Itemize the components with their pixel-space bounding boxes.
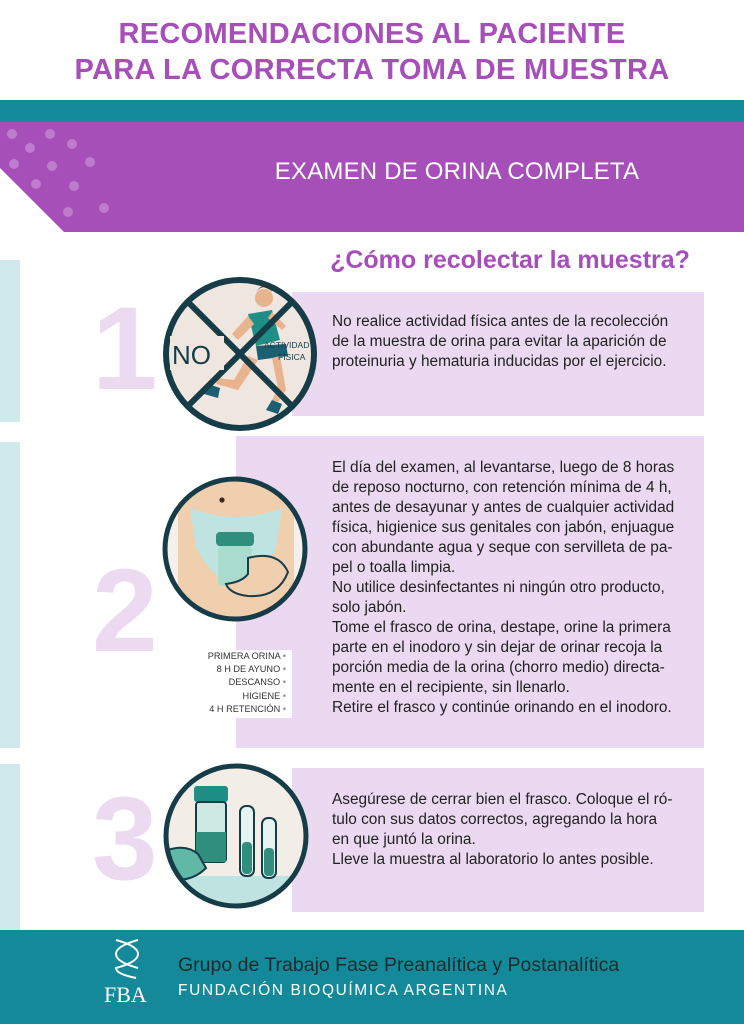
- step-1-line: proteinuria y hematuria inducidas por el ejercicio.: [332, 353, 667, 370]
- step-3-text-box: [292, 768, 704, 912]
- step-2-line: antes de desayunar y antes de cualquier actividad: [332, 499, 675, 516]
- section-subtitle: ¿Cómo recolectar la muestra?: [330, 246, 690, 274]
- page-title-line-1: RECOMENDACIONES AL PACIENTE: [118, 18, 626, 50]
- icon-activity-label-1: ACTIVIDAD: [264, 340, 310, 350]
- step-2-line: con abundante agua y seque con servilleta de pa-: [332, 539, 673, 556]
- fba-helix-icon: [108, 936, 146, 982]
- icon-no-label: NO: [172, 340, 211, 370]
- icon-activity-label-2: FÍSICA: [278, 352, 306, 362]
- step-3-line: tulo con sus datos correctos, agregando la hora: [332, 811, 658, 828]
- step-1-line: de la muestra de orina para evitar la aparición de: [332, 333, 667, 350]
- tag-item: PRIMERA ORINA •: [176, 650, 286, 663]
- step-2-line: parte en el inodoro y sin dejar de orinar recoja la: [332, 639, 663, 656]
- page-title: [0, 16, 744, 88]
- step-2-line: No utilice desinfectantes ni ningún otro producto,: [332, 579, 665, 596]
- side-band-3: [0, 764, 20, 930]
- tag-item: HIGIENE •: [176, 690, 286, 703]
- step-1-text-box: [292, 292, 704, 416]
- footer-group-name: Grupo de Trabajo Fase Preanalítica y Postanalítica: [178, 954, 620, 976]
- step-2-line: Retire el frasco y continúe orinando en el inodoro.: [332, 699, 672, 716]
- step-2-line: porción media de la orina (chorro medio) directa-: [332, 659, 665, 676]
- header-teal-bar: [0, 100, 744, 122]
- side-band-1: [0, 260, 20, 422]
- step-1-line: No realice actividad física antes de la recolección: [332, 313, 669, 330]
- step-number-1: 1: [92, 283, 158, 415]
- step-2-line: pel o toalla limpia.: [332, 559, 456, 576]
- step-3-line: Lleve la muestra al laboratorio lo antes posible.: [332, 851, 654, 868]
- step-3-line: en que juntó la orina.: [332, 831, 476, 848]
- tag-item: DESCANSO •: [176, 676, 286, 689]
- step-2-line: de reposo nocturno, con retención mínima de 4 h,: [332, 479, 672, 496]
- step-number-3: 3: [92, 773, 158, 905]
- step-number-2: 2: [92, 545, 158, 677]
- step-2-line: El día del examen, al levantarse, luego de 8 horas: [332, 459, 675, 476]
- no-running-icon: [162, 276, 324, 432]
- page-title-line-2: PARA LA CORRECTA TOMA DE MUESTRA: [74, 54, 670, 86]
- fba-logo: FBA: [104, 982, 147, 1007]
- step-2-line: física, higienice sus genitales con jabón, enjuague: [332, 519, 675, 536]
- banner-title: EXAMEN DE ORINA COMPLETA: [274, 158, 640, 185]
- step-2-line: mente en el recipiente, sin llenarlo.: [332, 679, 570, 696]
- step-2-line: solo jabón.: [332, 599, 407, 616]
- side-band-2: [0, 442, 20, 748]
- footer-foundation-name: FUNDACIÓN BIOQUÍMICA ARGENTINA: [178, 982, 509, 999]
- step-3-line: Asegúrese de cerrar bien el frasco. Coloque el ró-: [332, 791, 673, 808]
- step-2-line: Tome el frasco de orina, destape, orine la primera: [332, 619, 671, 636]
- hygiene-sample-icon: [160, 474, 310, 624]
- sample-tubes-icon: [162, 762, 310, 910]
- step-2-tags: [176, 650, 292, 718]
- tag-item: 8 H DE AYUNO •: [176, 663, 286, 676]
- tag-item: 4 H RETENCIÓN •: [176, 703, 286, 716]
